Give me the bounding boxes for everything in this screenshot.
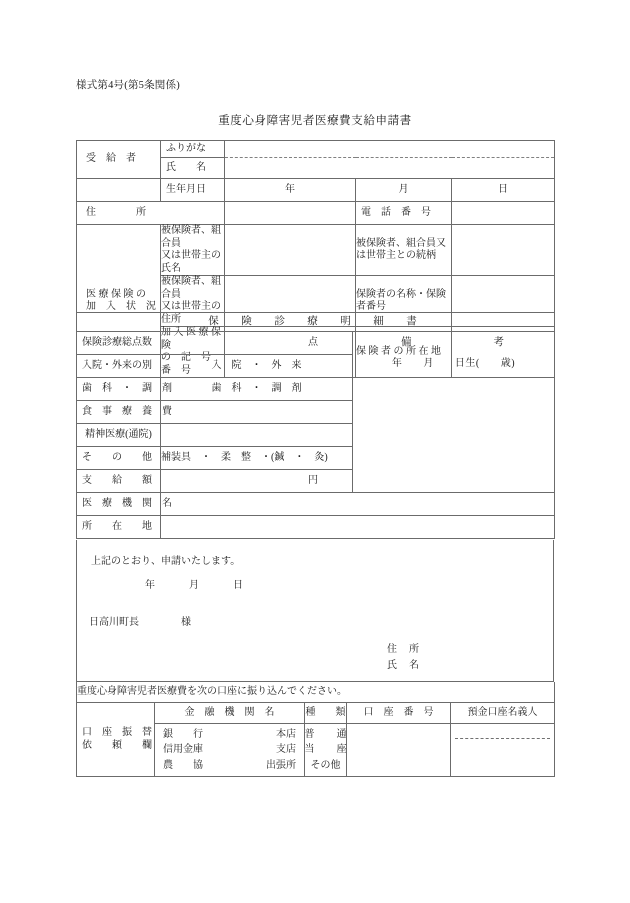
detail-label-5-text: そ の 他 — [82, 451, 152, 463]
detail-label-6-text: 支 給 額 — [82, 474, 152, 486]
detail-label-2 — [77, 378, 172, 401]
insured-relation-input[interactable] — [452, 225, 555, 276]
detail-label-4-text: 精神医療(通院) — [85, 428, 152, 440]
table-row-institution-location — [77, 516, 555, 539]
bank-transfer-table — [76, 682, 555, 777]
insured-address-label: 被保険者、組合員 又は世帯主の住所 — [161, 276, 225, 327]
bank-institution-option-2-left: 農 協 — [163, 759, 203, 771]
statement-date-input[interactable]: 年 月 日 — [145, 580, 244, 591]
institution-label-1-text: 所 在 地 — [82, 520, 152, 532]
form-number: 様式第4号(第5条関係) — [76, 80, 180, 91]
bank-institution-option-0[interactable] — [155, 727, 304, 743]
insurer-name-number-label: 保険者の名称・保険 者番号 — [356, 276, 452, 327]
table-row-address — [77, 202, 555, 225]
bank-institution-option-2-right: 出張所 — [266, 759, 296, 771]
institution-label-1 — [77, 516, 161, 539]
bank-kind-option-0[interactable]: 普 通 — [304, 728, 353, 740]
institution-label-0 — [77, 493, 172, 516]
bank-section-label-line1: 口 座 振 替 — [82, 727, 152, 738]
detail-label-3-text: 食 事 療 養 費 — [82, 405, 172, 417]
detail-label-0-text: 保険診療総点数 — [82, 336, 152, 348]
name-label-text: 氏 名 — [166, 161, 206, 173]
bank-account-holder-input[interactable] — [451, 724, 555, 777]
detail-label-1-text: 入院・外来の別 — [82, 359, 152, 371]
detail-label-4 — [77, 424, 161, 447]
applicant-address-field[interactable] — [387, 640, 419, 655]
remarks-body-cell[interactable] — [353, 358, 555, 493]
detail-value-5[interactable]: 補装具 ・ 柔 整 ・(鍼 ・ 灸) — [161, 447, 353, 470]
detail-value-6[interactable]: 円 — [161, 470, 353, 493]
birth-year-input[interactable]: 年 — [225, 179, 356, 202]
bank-institution-option-1-right: 支店 — [276, 744, 296, 756]
table-row-institution-name — [77, 493, 555, 516]
bank-institution-option-0-left: 銀 行 — [163, 728, 203, 740]
phone-input[interactable] — [452, 202, 555, 225]
account-holder-underline — [455, 738, 550, 739]
table-row-bank-note — [77, 682, 555, 703]
birthdate-label-text: 生年月日 — [166, 183, 206, 195]
table-row-insurance-1 — [77, 225, 555, 276]
recipient-section-label — [77, 141, 161, 179]
detail-value-4[interactable] — [161, 424, 353, 447]
applicant-address-label-1: 住 — [387, 644, 397, 655]
table-row-birthdate — [77, 179, 555, 202]
applicant-name-label-2: 名 — [409, 660, 419, 671]
bank-header-kind: 種 類 — [305, 703, 347, 724]
insured-relation-label: 被保険者、組合員又 は世帯主との続柄 — [356, 225, 452, 276]
bank-transfer-note: 重度心身障害児者医療費を次の口座に振り込んでください。 — [77, 682, 555, 703]
bank-kind-cell[interactable] — [304, 724, 353, 777]
detail-label-2-text: 歯 科 ・ 調 剤 — [82, 382, 172, 394]
medical-detail-table — [76, 312, 555, 539]
bank-institution-option-0-right: 本店 — [276, 728, 296, 740]
addressee-name: 日高川町長 — [89, 617, 139, 628]
furigana-label — [161, 141, 225, 158]
furigana-label-text: ふりがな — [166, 142, 206, 154]
detail-value-0[interactable]: 点 — [161, 332, 353, 355]
application-statement-block — [76, 540, 554, 682]
bank-institution-options — [155, 724, 304, 776]
table-row-furigana — [77, 141, 555, 158]
phone-label-text: 電 話 番 号 — [361, 206, 431, 218]
detail-label-3 — [77, 401, 172, 424]
bank-institution-option-1[interactable] — [155, 742, 304, 758]
table-row-bank-headers — [77, 703, 555, 724]
remarks-label: 備 考 — [401, 337, 512, 348]
insurance-symbol-number-label: 加 入 医 療 保 険 の 記 号 番 号 — [161, 327, 225, 378]
furigana-input[interactable] — [225, 141, 555, 158]
bank-header-holder: 預金口座名義人 — [451, 703, 555, 724]
birth-day-input[interactable]: 日 — [452, 179, 555, 202]
page-title: 重度心身障害児者医療費支給申請書 — [218, 115, 412, 127]
detail-label-6 — [77, 470, 161, 493]
address-label-text: 住 所 — [86, 206, 146, 218]
bank-section-label-line2: 依 頼 欄 — [82, 739, 152, 751]
applicant-name-field[interactable] — [387, 656, 419, 671]
bank-section-label — [77, 703, 155, 777]
applicant-name-label-1: 氏 — [387, 660, 397, 671]
detail-section-header: 保 険 診 療 明 細 書 — [77, 313, 555, 332]
detail-label-0 — [77, 332, 161, 355]
table-row-dental-dispensing — [77, 378, 555, 401]
bank-header-account-number: 口 座 番 号 — [347, 703, 451, 724]
addressee-honorific: 様 — [181, 617, 191, 628]
insured-name-input[interactable] — [225, 225, 356, 276]
statement-line: 上記のとおり、申請いたします。 — [91, 556, 241, 567]
insured-name-label: 被保険者、組合員 又は世帯主の氏名 — [161, 225, 225, 276]
detail-label-5 — [77, 447, 161, 470]
remarks-birth-text: 年 月 日生( 歳) — [391, 358, 516, 369]
name-label — [161, 158, 225, 179]
phone-label — [356, 202, 452, 225]
bank-institution-cell[interactable] — [155, 724, 305, 777]
institution-label-0-text: 医 療 機 関 名 — [82, 497, 172, 509]
detail-value-3[interactable] — [161, 401, 353, 424]
statement-addressee — [89, 613, 191, 628]
insurance-section-label-line2: 加 入 状 況 — [86, 301, 156, 312]
birth-month-input[interactable]: 月 — [356, 179, 452, 202]
detail-value-2[interactable]: 歯 科 ・ 調 剤 — [161, 378, 353, 401]
bank-institution-option-2[interactable] — [155, 758, 304, 774]
bank-institution-option-1-left: 信用金庫 — [163, 744, 203, 756]
birthdate-row-spacer — [77, 179, 161, 202]
recipient-section-label-text: 受 給 者 — [86, 153, 136, 165]
insurer-location-label: 保 険 者 の 所 在 地 — [356, 327, 452, 378]
remarks-header-cell — [353, 332, 555, 378]
bank-kind-options — [304, 727, 353, 774]
address-label — [77, 202, 225, 225]
address-input[interactable] — [225, 202, 356, 225]
birthdate-label — [161, 179, 225, 202]
institution-value-1[interactable] — [161, 516, 555, 539]
table-row-total-points — [77, 332, 555, 355]
detail-label-1 — [77, 355, 161, 378]
table-row-detail-header — [77, 313, 555, 332]
name-input[interactable] — [225, 158, 555, 179]
institution-value-0[interactable] — [161, 493, 555, 516]
bank-kind-option-1[interactable]: 当 座 — [304, 744, 353, 756]
bank-account-number-input[interactable] — [347, 724, 451, 777]
applicant-address-label-2: 所 — [409, 644, 419, 655]
detail-value-1[interactable]: 入 院 ・ 外 来 — [161, 355, 353, 378]
bank-header-institution: 金 融 機 関 名 — [155, 703, 305, 724]
bank-kind-option-2[interactable]: その他 — [310, 759, 341, 771]
insurance-section-label-line1: 医 療 保 険 の — [86, 288, 146, 300]
